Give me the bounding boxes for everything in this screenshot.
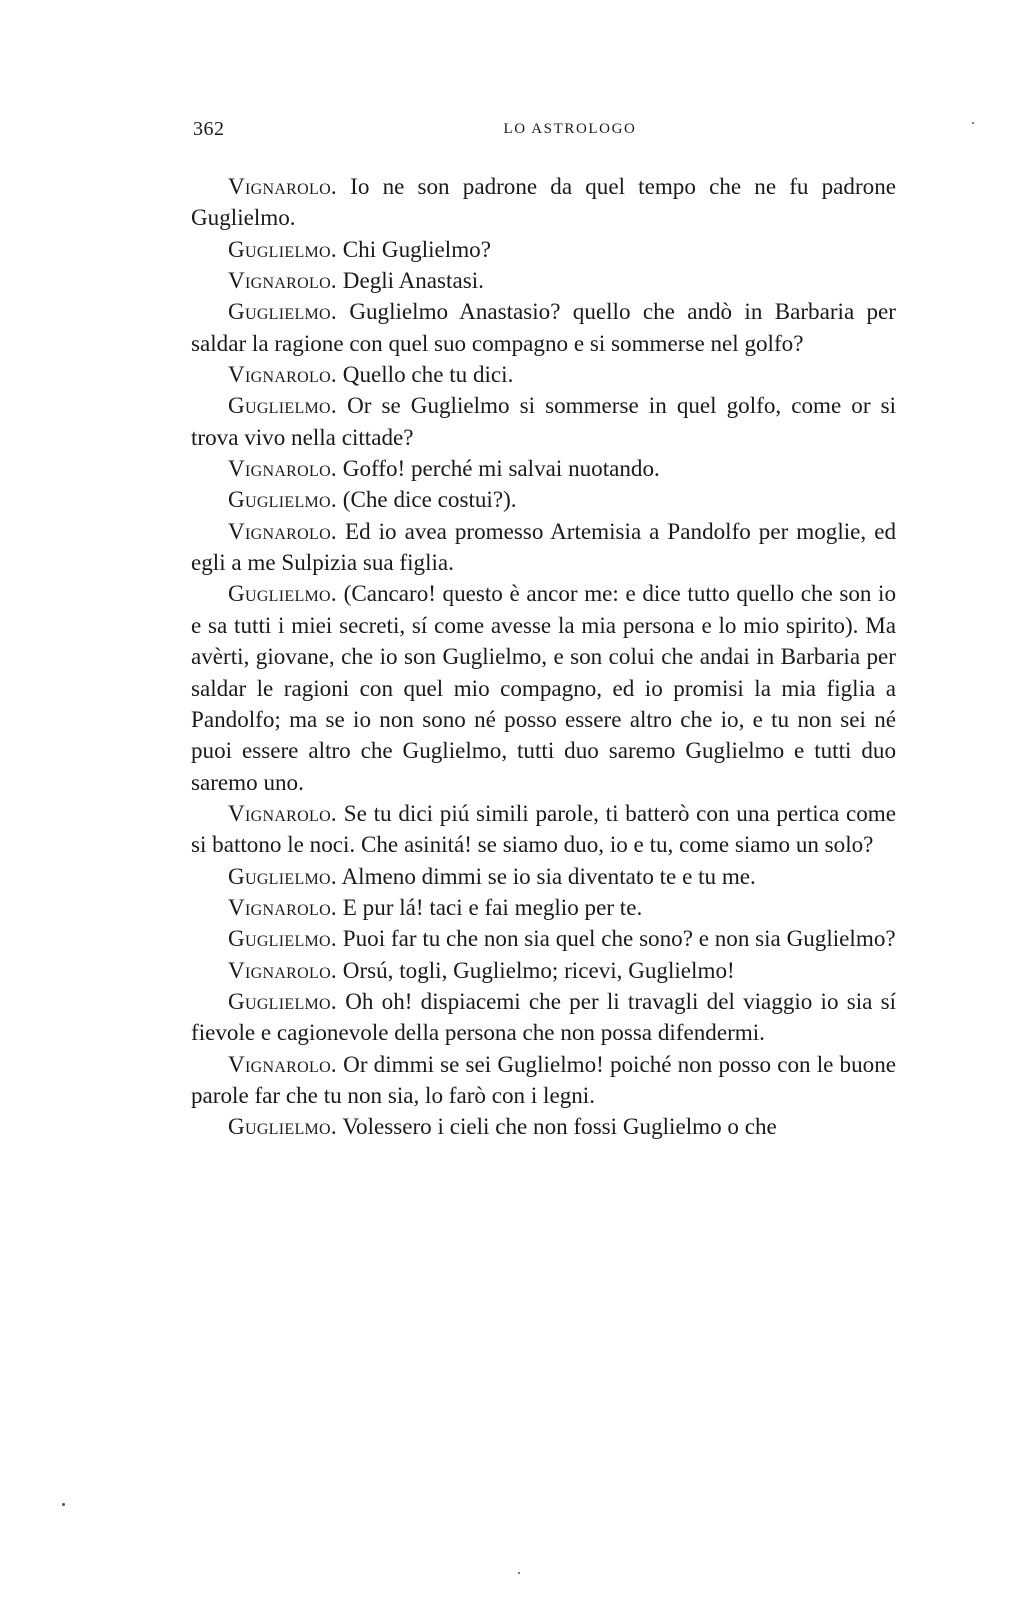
speaker-name: Vignarolo.	[228, 799, 337, 826]
speech-text: Io ne son padrone da quel tempo che ne fu padrone Guglielmo.	[191, 173, 897, 231]
speech-text: Chi Guglielmo?	[342, 235, 491, 262]
speaker-name: Vignarolo.	[228, 173, 337, 199]
speech-paragraph	[191, 171, 896, 234]
speech-text: Guglielmo Anastasio? quello che andò in Barbaria per saldar la ragione con quel suo compagno e si sommerse nel golfo?	[191, 298, 896, 356]
speaker-name: Guglielmo.	[228, 392, 337, 419]
speech-text: Or se Guglielmo si sommerse in quel golfo, come or si trova vivo nella cittade?	[191, 392, 896, 450]
speech-paragraph	[191, 923, 896, 954]
speech-paragraph	[191, 578, 896, 797]
speaker-name: Guglielmo.	[228, 580, 337, 607]
speech-paragraph	[191, 234, 896, 265]
speaker-name: Guglielmo.	[228, 235, 337, 262]
speech-paragraph	[191, 798, 896, 861]
scan-speck	[62, 1503, 65, 1506]
speaker-name: Vignarolo.	[228, 267, 337, 294]
speech-text: Puoi far tu che non sia quel che sono? e non sia Guglielmo?	[342, 925, 896, 952]
speaker-name: Guglielmo.	[228, 486, 337, 513]
speech-paragraph	[191, 296, 896, 359]
speech-text: (Cancaro! questo è ancor me: e dice tutto quello che son io e sa tutti i miei secreti, sí come avesse la mia persona e lo mio spirito). Ma avèrti, giovane, che io son Guglielmo, e son colui che andai in Barbaria per saldar le ragioni con quel mio compagno, ed io promisi la mia figlia a Pandolfo; ma se io non sono né posso essere altro che io, e tu non sei né puoi essere altro che Guglielmo, tutti duo saremo Guglielmo e tutti duo saremo uno.	[191, 580, 897, 795]
speech-paragraph	[191, 1111, 896, 1142]
speech-paragraph	[191, 453, 896, 484]
speech-text: E pur lá! taci e fai meglio per te.	[342, 893, 643, 920]
speech-paragraph	[191, 955, 896, 986]
speech-text: Se tu dici piú simili parole, ti batterò con una pertica come si battono le noci. Che asinitá! se siamo duo, io e tu, come siamo un solo?	[191, 799, 896, 858]
speaker-name: Guglielmo.	[228, 987, 337, 1014]
speech-paragraph	[191, 390, 896, 453]
speech-text: Or dimmi se sei Guglielmo! poiché non posso con le buone parole far che tu non sia, lo farò con i legni.	[191, 1050, 896, 1108]
speaker-name: Vignarolo.	[228, 455, 337, 482]
speaker-name: Guglielmo.	[228, 925, 337, 952]
speaker-name: Vignarolo.	[228, 893, 337, 920]
speaker-name: Vignarolo.	[228, 361, 337, 388]
dialogue-text	[191, 171, 896, 1143]
speaker-name: Guglielmo.	[228, 862, 337, 889]
speech-paragraph	[191, 484, 896, 515]
speech-text: Oh oh! dispiacemi che per li travagli del viaggio io sia sí fievole e cagionevole della persona che non possa difendermi.	[191, 987, 896, 1046]
speech-text: Orsú, togli, Guglielmo; ricevi, Guglielmo!	[342, 956, 735, 983]
speech-paragraph	[191, 861, 896, 892]
speech-paragraph	[191, 1049, 896, 1112]
speech-paragraph	[191, 516, 896, 579]
speaker-name: Guglielmo.	[228, 1113, 337, 1140]
speech-text: (Che dice costui?).	[342, 486, 517, 513]
speech-text: Degli Anastasi.	[342, 267, 484, 294]
speech-paragraph	[191, 986, 896, 1049]
speaker-name: Vignarolo.	[228, 956, 337, 983]
speaker-name: Vignarolo.	[228, 517, 337, 544]
speech-paragraph	[191, 265, 896, 296]
speech-text: Goffo! perché mi salvai nuotando.	[342, 455, 660, 482]
speaker-name: Guglielmo.	[228, 298, 337, 325]
speech-text: Quello che tu dici.	[342, 361, 514, 388]
speaker-name: Vignarolo.	[228, 1050, 337, 1077]
speech-text: Ed io avea promesso Artemisia a Pandolfo per moglie, ed egli a me Sulpizia sua figlia.	[191, 517, 896, 576]
page-header	[193, 118, 895, 144]
scan-speck	[972, 122, 974, 124]
scan-speck	[518, 1572, 520, 1574]
speech-text: Almeno dimmi se io sia diventato te e tu me.	[341, 862, 756, 889]
page-number: 362	[193, 118, 225, 140]
running-title: LO ASTROLOGO	[503, 121, 637, 137]
speech-paragraph	[191, 892, 896, 923]
speech-text: Volessero i cieli che non fossi Guglielmo o che	[342, 1113, 777, 1140]
speech-paragraph	[191, 359, 896, 390]
